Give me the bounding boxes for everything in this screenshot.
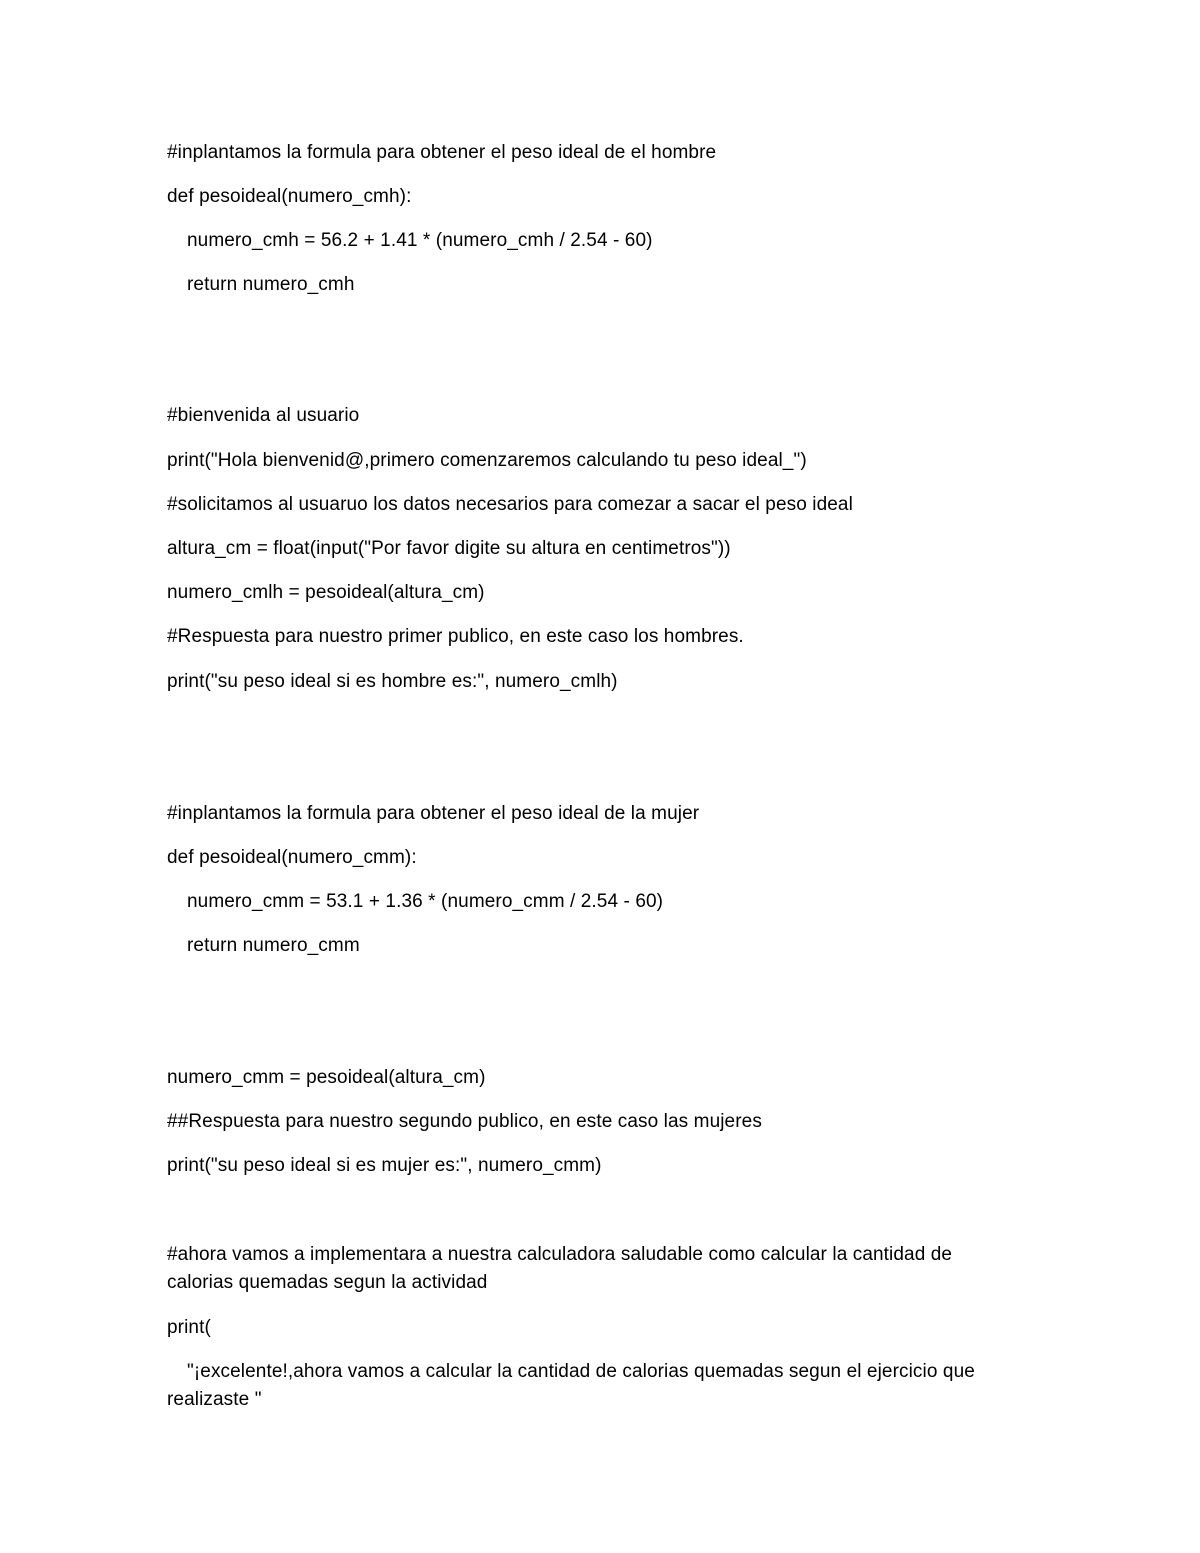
code-line: return numero_cmh	[187, 274, 355, 295]
comment-line: #inplantamos la formula para obtener el peso ideal de la mujer	[167, 803, 700, 824]
code-line: numero_cmm = 53.1 + 1.36 * (numero_cmm / 2.54 - 60)	[187, 891, 664, 912]
code-line: print("Hola bienvenid@,primero comenzaremos calculando tu peso ideal_")	[167, 450, 807, 471]
code-line: print("su peso ideal si es hombre es:", numero_cmlh)	[167, 671, 618, 692]
code-line: return numero_cmm	[187, 935, 360, 956]
code-line: print(	[167, 1317, 211, 1338]
code-line: print("su peso ideal si es mujer es:", numero_cmm)	[167, 1155, 602, 1176]
code-line: "¡excelente!,ahora vamos a calcular la cantidad de calorias quemadas segun el ejercicio que realizaste "	[167, 1361, 975, 1410]
comment-line: #bienvenida al usuario	[167, 405, 360, 426]
comment-line: #Respuesta para nuestro primer publico, en este caso los hombres.	[167, 626, 744, 647]
code-line: numero_cmh = 56.2 + 1.41 * (numero_cmh / 2.54 - 60)	[187, 230, 653, 251]
code-line: numero_cmlh = pesoideal(altura_cm)	[167, 582, 485, 603]
code-line: altura_cm = float(input("Por favor digite su altura en centimetros"))	[167, 538, 731, 559]
code-line: def pesoideal(numero_cmh):	[167, 186, 412, 207]
code-line: numero_cmm = pesoideal(altura_cm)	[167, 1067, 486, 1088]
comment-line: ##Respuesta para nuestro segundo publico, en este caso las mujeres	[167, 1111, 762, 1132]
comment-line: #inplantamos la formula para obtener el peso ideal de el hombre	[167, 142, 717, 163]
comment-line: #solicitamos al usuaruo los datos necesarios para comezar a sacar el peso ideal	[167, 494, 853, 515]
code-line: def pesoideal(numero_cmm):	[167, 847, 417, 868]
comment-line: #ahora vamos a implementara a nuestra calculadora saludable como calcular la cantidad de calorias quemadas segun la actividad	[167, 1244, 953, 1293]
